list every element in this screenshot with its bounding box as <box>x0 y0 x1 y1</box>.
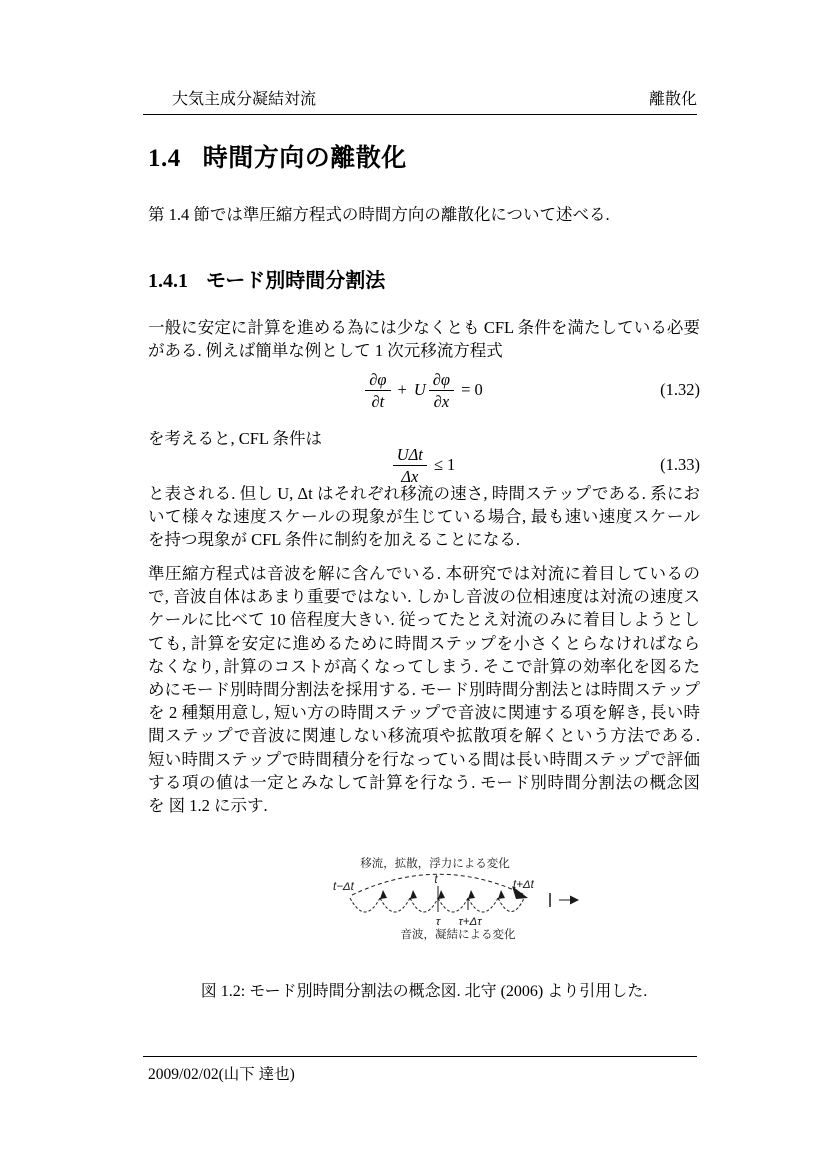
axis-arrowhead <box>570 896 579 905</box>
fraction-numerator: UΔt <box>396 444 423 464</box>
label-t: t <box>434 874 438 886</box>
footer-rule <box>143 1056 697 1057</box>
label-t-minus-dt: t−Δt <box>333 881 354 893</box>
subsection-title: モード別時間分割法 <box>206 270 386 292</box>
section-number: 1.4 <box>148 145 181 172</box>
header-left-title: 大気主成分凝結対流 <box>172 91 317 108</box>
label-tau-plus-dtau: τ+Δτ <box>458 916 482 928</box>
fraction-denominator: ∂t <box>365 390 390 411</box>
diagram-bottom-label: 音波，凝結による変化 <box>400 929 516 941</box>
subsection-number: 1.4.1 <box>148 270 188 292</box>
page-header <box>143 86 697 115</box>
intro-paragraph: 第 1.4 節では準圧縮方程式の時間方向の離散化について述べる. <box>148 205 610 224</box>
fraction <box>429 370 454 411</box>
body-paragraph-2: を考えると, CFL 条件は <box>148 429 323 448</box>
fraction <box>393 445 427 486</box>
time-splitting-diagram <box>325 846 590 950</box>
body-paragraph-4: 準圧縮方程式は音波を解に含んでいる. 本研究では対流に着目しているので, 音波自体はあまり重要ではない. しかし音波の位相速度は対流の速度スケールに比べて 10 倍程度大きい. 従ってたとえ対流のみに着目しようとしても, 計算を安定に進めるために時間ステップを小さくとらなければならなくなり, 計算のコストが高くなってしまう. そこで計算の効率化を図るためにモード別時間分割法を採用する. モード別時間分割法とは時間ステップを 2 種類用意し, 短い方の時間ステップで音波に関連する項を解き, 長い時間ステップで音波に関連しない移流項や拡散項を解くという方法である. 短い時間ステップで時間積分を行なっている間は長い時間ステップで評価する項の値は一定とみなして計算を行なう. モード別時間分割法の概念図を 図 1.2 に示す. <box>148 564 700 816</box>
fraction-numerator: ∂φ <box>369 369 387 389</box>
fraction-denominator: ∂x <box>429 390 454 411</box>
equation-rhs: = 0 <box>461 380 483 399</box>
body-paragraph-3: と表される. 但し U, Δt はそれぞれ移流の速さ, 時間ステップである. 系において様々な速度スケールの現象が生じている場合, 最も速い速度スケールを持つ現象が CFL 条件に制約を加えることになる. <box>148 484 700 550</box>
coefficient-U: U <box>413 380 426 399</box>
section-heading <box>148 138 700 174</box>
label-t-plus-dt: t+Δt <box>513 879 534 891</box>
header-right-title: 離散化 <box>648 91 697 108</box>
equation-rhs: ≤ 1 <box>433 455 456 474</box>
footer-text: 2009/02/02(山下 達也) <box>148 1066 295 1083</box>
fraction-numerator: ∂φ <box>432 369 451 389</box>
section-title: 時間方向の離散化 <box>202 144 407 172</box>
plus-operator: + <box>397 380 407 399</box>
figure-caption: 図 1.2: モード別時間分割法の概念図. 北守 (2006) より引用した. <box>200 983 648 1000</box>
body-paragraph-1: 一般に安定に計算を進める為には少なくとも CFL 条件を満たしている必要がある. 例えば簡単な例として 1 次元移流方程式 <box>148 318 700 361</box>
equation-number: (1.32) <box>660 380 700 399</box>
diagram-top-label: 移流，拡散，浮力による変化 <box>360 858 510 870</box>
fraction-denominator: Δx <box>393 465 427 486</box>
short-step-arrowheads <box>380 890 505 899</box>
label-tau: τ <box>435 916 441 928</box>
subsection-heading <box>148 264 700 293</box>
equation-1-32 <box>148 366 700 414</box>
equation-number: (1.33) <box>660 455 700 474</box>
fraction <box>365 370 390 411</box>
equation-1-33 <box>148 444 700 486</box>
